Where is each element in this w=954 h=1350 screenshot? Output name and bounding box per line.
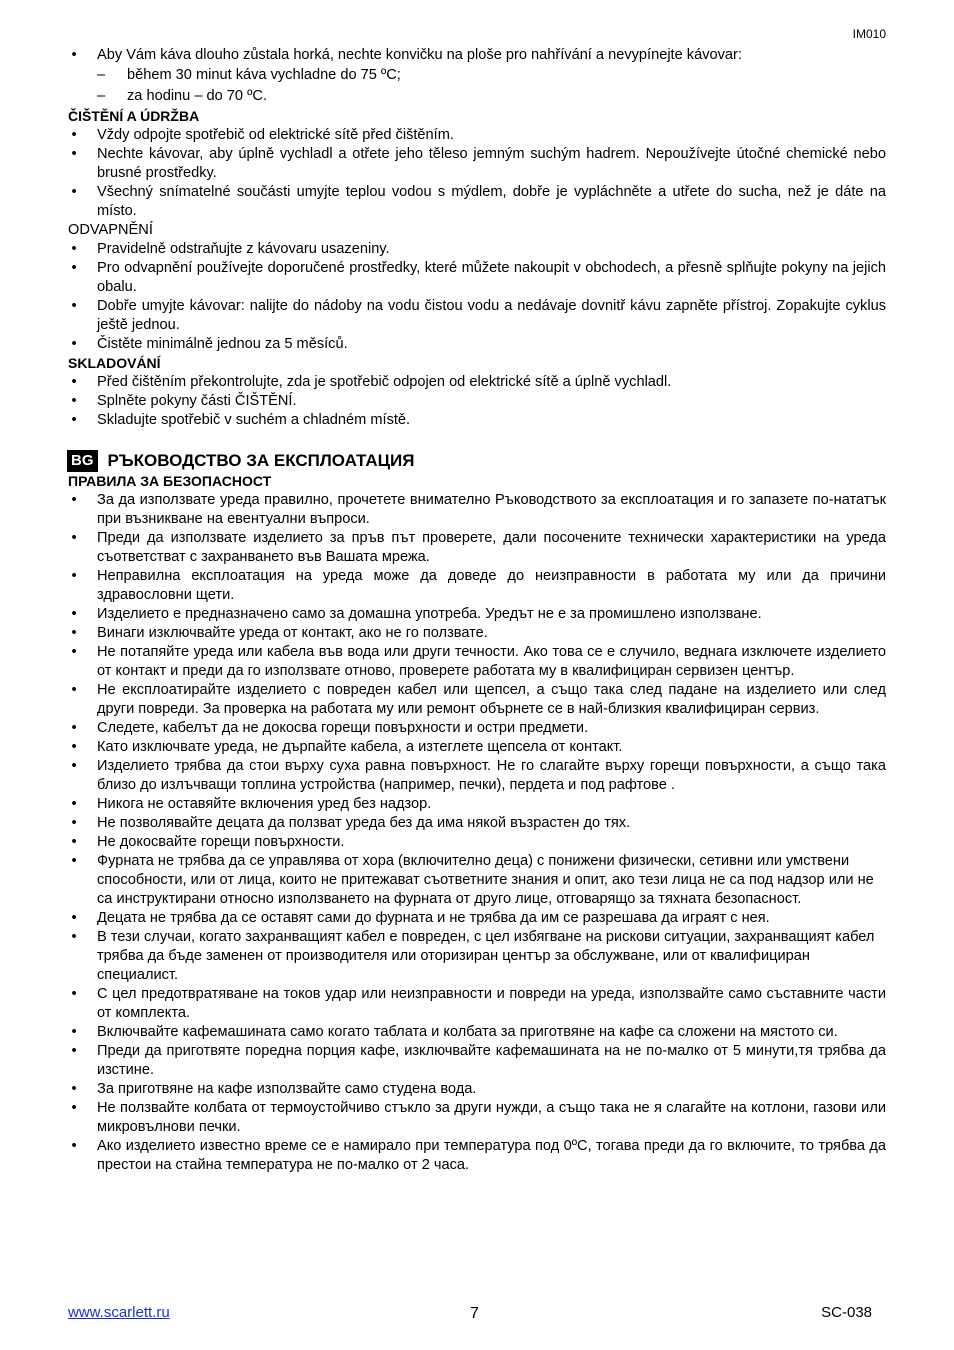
list-item: • Като изключвате уреда, не дърпайте кабела, а изтеглете щепсела от контакт.	[68, 738, 886, 757]
bg-section-title	[68, 449, 886, 472]
list-item: • Не ползвайте колбата от термоустойчиво стъкло за други нужди, а също така не я слагайте на котлони, газови или микровълнови печки.	[68, 1099, 886, 1137]
list-item: • Všechný snímatelné součásti umyjte teplou vodou s mýdlem, dobře je vypláchněte a utřete do sucha, než je dáte na místo.	[68, 183, 886, 221]
cz-intro-sublist	[68, 65, 886, 107]
list-item: • Не позволявайте децата да ползват уреда без да има някой възрастен до тях.	[68, 814, 886, 833]
list-item: • Не докосвайте горещи повърхности.	[68, 833, 886, 852]
list-item: • Фурната не трябва да се управлява от хора (включително деца) с понижени физически, сетивни или умствени способности, или от лица, които не притежават съответните знания и опит, ако тези лица не са под надзор или не са инструктирани относно използването на фурната от друго лице, отговарящо за тяхната безопасност.	[68, 852, 886, 909]
safety-list	[68, 491, 886, 1175]
list-item: • Неправилна експлоатация на уреда може да доведе до неизправности в работата му или да причини здравословни щети.	[68, 567, 886, 605]
list-item: • Splněte pokyny části ČIŠTĚNÍ.	[68, 392, 886, 411]
language-badge: BG	[68, 451, 97, 471]
list-item: • Не потапяйте уреда или кабела във вода или други течности. Ако това се е случило, веднага изключете изделието от контакт и преди да го използвате отново, проверете работата му в квалифициран сервизен център.	[68, 643, 886, 681]
section-heading-descaling: ODVAPNĚNÍ	[68, 222, 153, 238]
list-item: • Преди да приготвяте поредна порция кафе, изключвайте кафемашината на не по-малко от 5 минути,тя трябва да изстине.	[68, 1042, 886, 1080]
list-item: • Nechte kávovar, aby úplně vychladl a otřete jeho těleso jemným suchým hadrem. Nepoužívejte útočné chemické nebo brusné prostředky.	[68, 145, 886, 183]
list-item: • Skladujte spotřebič v suchém a chladném místě.	[68, 411, 886, 430]
list-item: • Преди да използвате изделието за пръв път проверете, дали посочените технически характеристики на уреда съответстват с захранването във Вашата мрежа.	[68, 529, 886, 567]
list-item: • Включвайте кафемашината само когато таблата и колбата за приготвяне на кафе са сложени на мястото си.	[68, 1023, 886, 1042]
list-item: • Vždy odpojte spotřebič od elektrické sítě před čištěním.	[68, 126, 886, 145]
cleaning-list	[68, 126, 886, 221]
bg-title-text: РЪКОВОДСТВО ЗА ЕКСПЛОАТАЦИЯ	[107, 451, 415, 470]
list-item: • С цел предотвратяване на токов удар или неизправности и повреди на уреда, използвайте само съставните части от комплекта.	[68, 985, 886, 1023]
list-item: • За да използвате уреда правилно, прочетете внимателно Ръководството за експлоатация и го запазете по-нататък при възникване на евентуални въпроси.	[68, 491, 886, 529]
descaling-list	[68, 240, 886, 354]
list-item: • Pro odvapnění používejte doporučené prostředky, které můžete nakoupit v obchodech, a přesně splňujte pokyny na jejich obalu.	[68, 259, 886, 297]
manual-content	[68, 46, 886, 1175]
page-number: 7	[470, 1305, 479, 1322]
list-item: • Čistěte minimálně jednou za 5 měsíců.	[68, 335, 886, 354]
document-code: IM010	[852, 27, 886, 41]
list-item: • Před čištěním překontrolujte, zda je spotřebič odpojen od elektrické sítě a úplně vychladl.	[68, 373, 886, 392]
section-heading-cleaning: ČIŠTĚNÍ A ÚDRŽBA	[68, 108, 200, 124]
list-item: • Не експлоатирайте изделието с повреден кабел или щепсел, а също така след падане на изделието или след други повреди. За проверка на работата му или ремонт обърнете се в най-близкия квалифициран сервиз.	[68, 681, 886, 719]
list-item: • Ако изделието известно време се е намирало при температура под 0ºС, тогава преди да го включите, то трябва да престои на стайна температура не по-малко от 2 часа.	[68, 1137, 886, 1175]
list-item: • Изделието е предназначено само за домашна употреба. Уредът не е за промишлено използване.	[68, 605, 886, 624]
model-code: SC-038	[821, 1304, 872, 1321]
section-heading-safety: ПРАВИЛА ЗА БЕЗОПАСНОСТ	[68, 473, 272, 489]
list-item: • Винаги изключвайте уреда от контакт, ако не го ползвате.	[68, 624, 886, 643]
list-item	[68, 46, 886, 107]
cz-intro-list	[68, 46, 886, 107]
website-link[interactable]: www.scarlett.ru	[68, 1304, 170, 1321]
list-item: • Pravidelně odstraňujte z kávovaru usazeniny.	[68, 240, 886, 259]
list-item-text: Aby Vám káva dlouho zůstala horká, nechte konvičku na ploše pro nahřívání a nevypínejte kávovar:	[97, 47, 742, 63]
list-item: • Dobře umyjte kávovar: nalijte do nádoby na vodu čistou vodu a nedávaje dovnitř kávu zapněte přístroj. Zopakujte cyklus ještě jednou.	[68, 297, 886, 335]
list-item: • Изделието трябва да стои върху суха равна повърхност. Не го слагайте върху горещи повърхности, а също така близо до излъчващи топлина устройства (например, печки), пердета и под рафтове .	[68, 757, 886, 795]
list-item: • Децата не трябва да се оставят сами до фурната и не трябва да им се разрешава да играят с нея.	[68, 909, 886, 928]
list-item: • Следете, кабелът да не докосва горещи повърхности и остри предмети.	[68, 719, 886, 738]
storage-list	[68, 373, 886, 430]
list-item: • За приготвяне на кафе използвайте само студена вода.	[68, 1080, 886, 1099]
list-item: • В тези случаи, когато захранващият кабел е повреден, с цел избягване на рискови ситуации, захранващият кабел трябва да бъде заменен от производителя или оторизиран център за обслужване, или от квалифициран специалист.	[68, 928, 886, 985]
list-item: – během 30 minut káva vychladne do 75 ºC;	[97, 65, 886, 86]
section-heading-storage: SKLADOVÁNÍ	[68, 355, 161, 371]
list-item: • Никога не оставяйте включения уред без надзор.	[68, 795, 886, 814]
list-item: – za hodinu – do 70 ºC.	[97, 86, 886, 107]
